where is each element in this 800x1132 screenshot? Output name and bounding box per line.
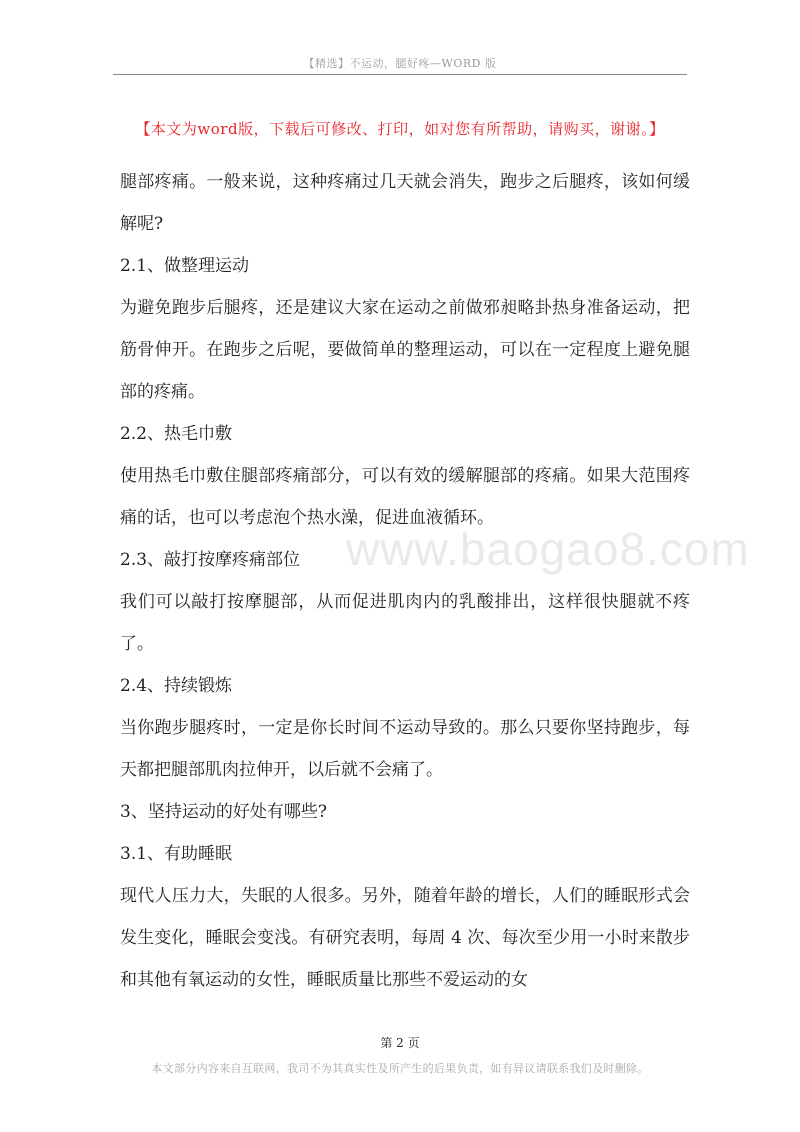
header-divider (113, 74, 687, 75)
section-paragraph-2-3: 我们可以敲打按摩腿部，从而促进肌肉内的乳酸排出，这样很快腿就不疼了。 (120, 592, 690, 654)
section-heading-2-1: 2.1、做整理运动 (120, 256, 250, 276)
section-paragraph-3-1: 现代人压力大，失眠的人很多。另外，随着年龄的增长，人们的睡眠形式会发生变化，睡眠会变浅。有研究表明，每周 4 次、每次至少用一小时来散步和其他有氧运动的女性，睡眠质量比那些不爱运动的女 (120, 886, 690, 990)
intro-paragraph: 腿部疼痛。一般来说，这种疼痛过几天就会消失，跑步之后腿疼，该如何缓解呢? (120, 172, 690, 234)
section-paragraph-2-2: 使用热毛巾敷住腿部疼痛部分，可以有效的缓解腿部的疼痛。如果大范围疼痛的话，也可以考虑泡个热水澡，促进血液循环。 (120, 466, 690, 528)
section-heading-2-2: 2.2、热毛巾敷 (120, 424, 233, 444)
page-header: 【精选】不运动，腿好疼—WORD 版 (303, 57, 497, 70)
section-paragraph-2-1: 为避免跑步后腿疼，还是建议大家在运动之前做邪昶略卦热身准备运动，把筋骨伸开。在跑步之后呢，要做简单的整理运动，可以在一定程度上避免腿部的疼痛。 (120, 298, 690, 402)
page-number: 第 2 页 (380, 1036, 420, 1050)
section-heading-3-1: 3.1、有助睡眠 (120, 844, 233, 864)
purchase-notice: 【本文为word版，下载后可修改、打印，如对您有所帮助，请购买，谢谢。】 (135, 120, 665, 138)
footer-disclaimer: 本文部分内容来自互联网，我司不为其真实性及所产生的后果负责，如有异议请联系我们及时删除。 (151, 1062, 649, 1075)
section-paragraph-2-4: 当你跑步腿疼时，一定是你长时间不运动导致的。那么只要你坚持跑步，每天都把腿部肌肉拉伸开，以后就不会痛了。 (120, 718, 690, 780)
section-heading-2-4: 2.4、持续锻炼 (120, 676, 233, 696)
section-heading-3: 3、坚持运动的好处有哪些? (120, 802, 327, 822)
body-content (120, 161, 690, 1001)
site-watermark: www.baogao8.com (346, 523, 750, 575)
section-heading-2-3: 2.3、敲打按摩疼痛部位 (120, 550, 301, 570)
